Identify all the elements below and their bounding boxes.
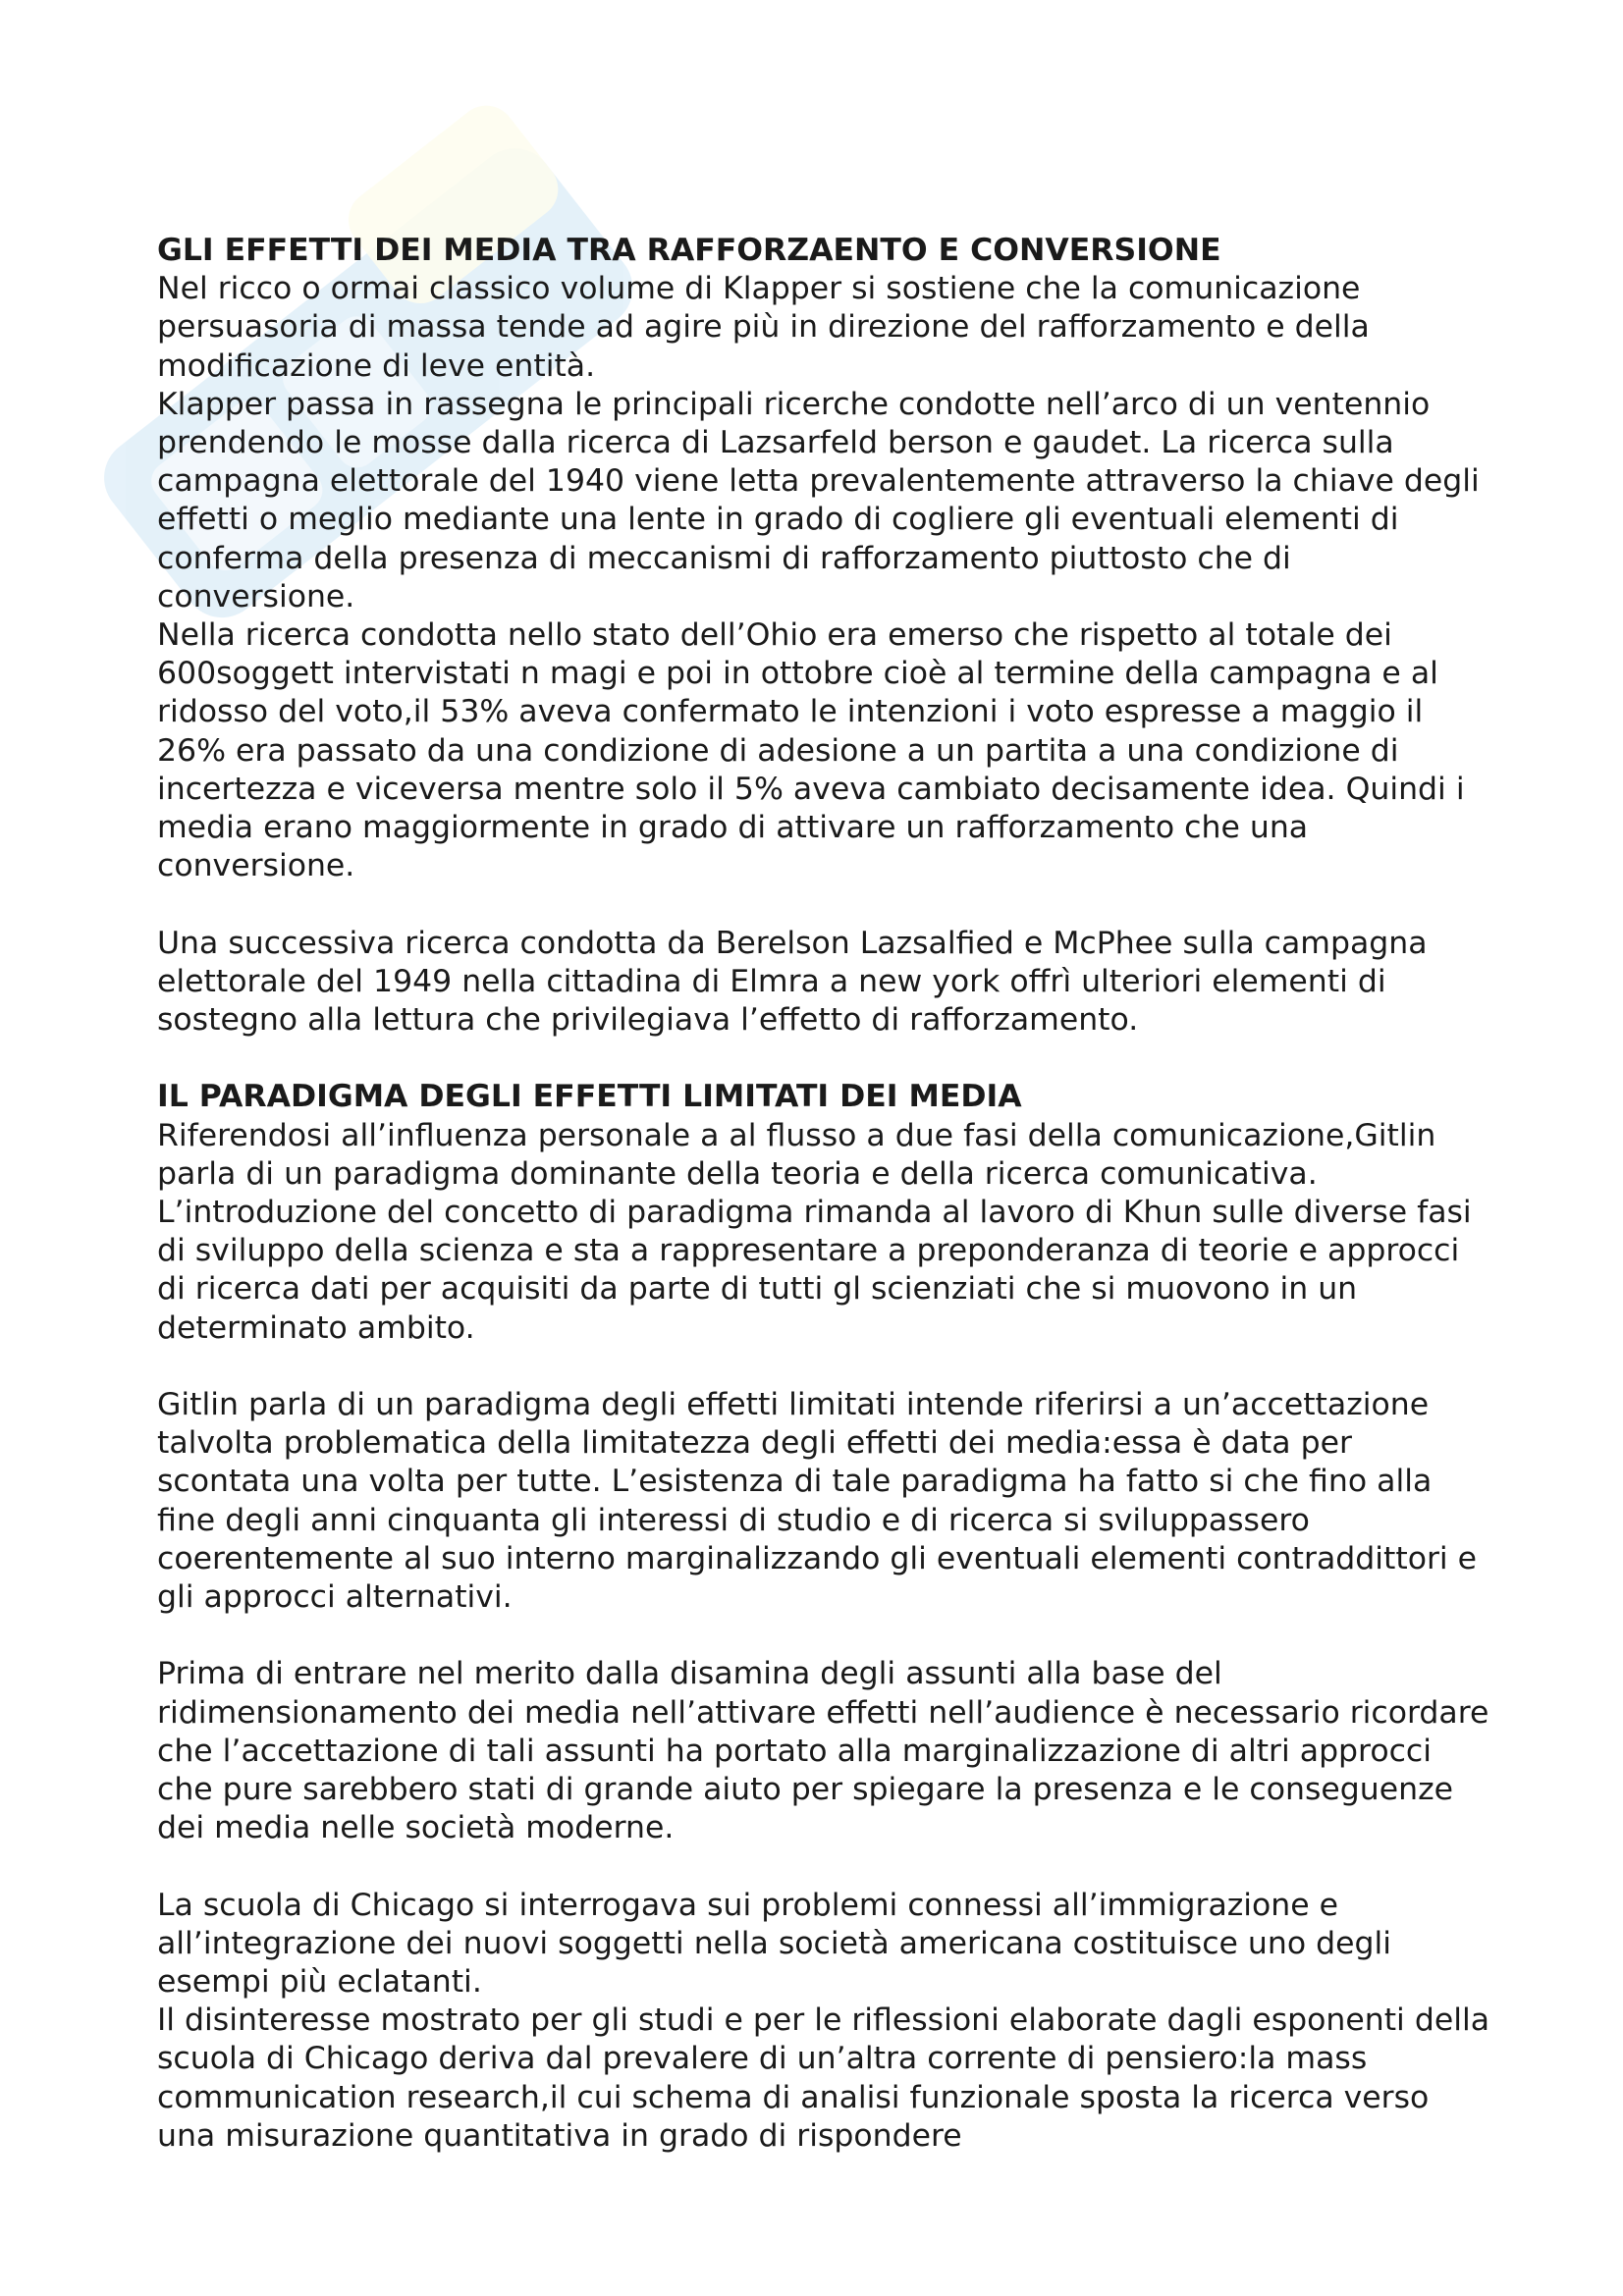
paragraph: Riferendosi all’influenza personale a al flusso a due fasi della comunicazione,Gitlin parla di un paradigma dominante della teoria e della ricerca comunicativa. L’introduzione del concetto di paradigma rimanda al lavoro di Khun sulle diverse fasi di sviluppo della scienza e sta a rappresentare a preponderanza di teorie e approcci di ricerca dati per acquisiti da parte di tutti gl scienziati che si muovono in un determinato ambito. xyxy=(157,1117,1472,1346)
paragraph-spacer xyxy=(157,1348,1492,1386)
section-heading: IL PARADIGMA DEGLI EFFETTI LIMITATI DEI MEDIA xyxy=(157,1079,1022,1115)
paragraph: Nel ricco o ormai classico volume di Klapper si sostiene che la comunicazione persuasoria di massa tende ad agire più in direzione del rafforzamento e della modificazione di leve entità. xyxy=(157,271,1370,384)
paragraph: Klapper passa in rassegna le principali ricerche condotte nell’arco di un ventennio prendendo le mosse dalla ricerca di Lazsarfeld berson e gaudet. La ricerca sulla campagna elettorale del 1940 viene letta prevalentemente attraverso la chiave degli effetti o meglio mediante una lente in grado di cogliere gli eventuali elementi di conferma della presenza di meccanismi di rafforzamento piuttosto che di conversione. xyxy=(157,386,1480,614)
paragraph: Il disinteresse mostrato per gli studi e per le riflessioni elaborate dagli esponenti della scuola di Chicago deriva dal prevalere di un’altra corrente di pensiero:la mass communication research,il cui schema di analisi funzionale sposta la ricerca verso una misurazione quantitativa in grado di rispondere xyxy=(157,2002,1490,2154)
paragraph: La scuola di Chicago si interrogava sui problemi connessi all’immigrazione e all’integrazione dei nuovi soggetti nella società americana costituisce uno degli esempi più eclatanti. xyxy=(157,1887,1392,2001)
paragraph: Prima di entrare nel merito dalla disamina degli assunti alla base del ridimensionamento dei media nell’attivare effetti nell’audience è necessario ricordare che l’accettazione di tali assunti ha portato alla marginalizzazione di altri approcci che pure sarebbero stati di grande aiuto per spiegare la presenza e le conseguenze dei media nelle società moderne. xyxy=(157,1656,1489,1846)
paragraph: Una successiva ricerca condotta da Berelson Lazsalfied e McPhee sulla campagna elettorale del 1949 nella cittadina di Elmra a new york offrì ulteriori elementi di sostegno alla lettura che privilegiava l’effetto di rafforzamento. xyxy=(157,925,1428,1039)
paragraph-spacer xyxy=(157,885,1492,924)
section-heading: GLI EFFETTI DEI MEDIA TRA RAFFORZAENTO E CONVERSIONE xyxy=(157,233,1221,268)
paragraph-spacer xyxy=(157,1617,1492,1655)
paragraph-spacer xyxy=(157,1040,1492,1078)
document-body xyxy=(157,232,1492,2156)
paragraph: Nella ricerca condotta nello stato dell’Ohio era emerso che rispetto al totale dei 600soggett intervistati n magi e poi in ottobre cioè al termine della campagna e al ridosso del voto,il 53% aveva confermato le intenzioni i voto espresse a maggio il 26% era passato da una condizione di adesione a un partita a una condizione di incertezza e viceversa mentre solo il 5% aveva cambiato decisamente idea. Quindi i media erano maggiormente in grado di attivare un rafforzamento che una conversione. xyxy=(157,617,1465,884)
paragraph: Gitlin parla di un paradigma degli effetti limitati intende riferirsi a un’accettazione talvolta problematica della limitatezza degli effetti dei media:essa è data per scontata una volta per tutte. L’esistenza di tale paradigma ha fatto si che fino alla fine degli anni cinquanta gli interessi di studio e di ricerca si sviluppassero coerentemente al suo interno marginalizzando gli eventuali elementi contraddittori e gli approcci alternativi. xyxy=(157,1387,1478,1616)
paragraph-spacer xyxy=(157,1847,1492,1886)
